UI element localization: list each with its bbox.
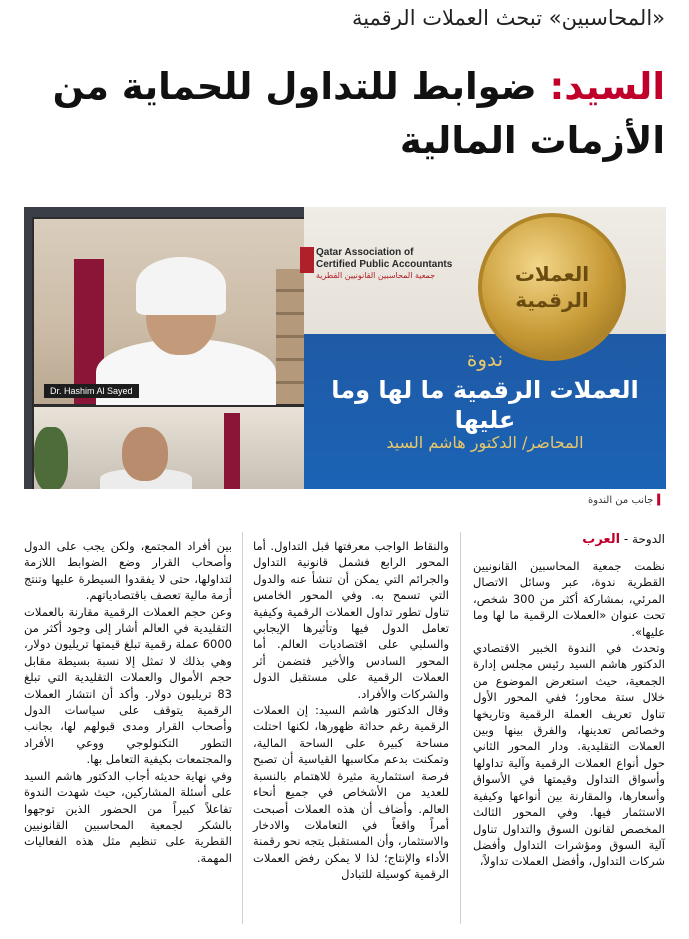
- participant-head: [122, 427, 168, 481]
- headline-accent: السيد:: [549, 65, 665, 108]
- seminar-poster: [304, 207, 666, 489]
- flag-drape-small: [224, 413, 240, 489]
- speaker-name-tag: Dr. Hashim Al Sayed: [44, 384, 139, 398]
- article-column-3: بين أفراد المجتمع، ولكن يجب على الدول وأصحاب القرار وضع الضوابط اللازمة لتداولها، حتى لا يفقدوا السيطرة عليها وتنتج أزمة مالية تعصف باقتصادياتهم. وعن حجم العملات الرقمية مقارنة بالعملات التقليدية في العالم أشار إلى وجود أكثر من 6000 عملة رقمية تبلغ قيمتها تريليون دولار، وهي بذلك لا تمثل إلا نسبة بسيطة مقابل حجم الأموال والعملات التقليدية التي تبلغ 83 تريليون دولار. وأكد أن انتشار العملات الرقمية يتوقف على سياسات الدول وأصحاب القرار ومدى قبولهم لها، بجانب التطور التكنولوجي ووعي الأفراد والمجتمعات بكيفية التعامل بها. وفي نهاية حديثه أجاب الدكتور هاشم السيد على أسئلة المشاركين، حيث شهدت الندوة تفاعلاً كبيراً من الحضور الذين توجهوا بالشكر لجمعية المحاسبين القانونيين القطرية على تنظيم مثل هذه الفعاليات المهمة.: [24, 539, 232, 865]
- article-kicker: «المحاسبين» تبحث العملات الرقمية: [351, 6, 665, 30]
- coin-emblem: [478, 213, 626, 361]
- dateline-brand: العرب: [582, 532, 621, 547]
- column-divider: [460, 532, 461, 924]
- association-name-en-1: Qatar Association of: [316, 247, 414, 258]
- article-column-1: نظمت جمعية المحاسبين القانونيين القطرية ندوة، عبر وسائل الاتصال المرئي، بمشاركة أكثر من 300 شخص، تحت عنوان «العملات الرقمية ما لها وما عليها». وتحدث في الندوة الخبير الاقتصادي الدكتور هاشم السيد رئيس مجلس إدارة الجمعية، حيث استعرض الموضوع من خلال ستة محاور؛ ففي المحور الأول تناول تعريف العملة الرقمية وتاريخها وخصائص تعدينها، والفرق بينها وبين العملات التقليدية. ودار المحور الثاني حول أنواع العملات الرقمية وآلية تداولها وأسواق التداول وقيمتها في الأسواق وأسعارها، والمقارنة بين أنواعها وكيفية الاستثمار فيها. وفي المحور الثالث المخصص لقانون السوق والتداول تناول آلية السوق ومؤشرات التداول وأفضل شركات التداول، وأفضل العملات تداولاً،: [473, 559, 665, 869]
- association-logo: [316, 247, 486, 280]
- photo-caption: [588, 495, 665, 506]
- poster-label: ندوة: [466, 347, 504, 371]
- dateline: [582, 532, 665, 547]
- poster-title: العملات الرقمية ما لها وما عليها: [331, 376, 639, 434]
- dateline-city: الدوحة -: [620, 532, 665, 546]
- association-name-en-2: Certified Public Accountants: [316, 259, 453, 270]
- bookshelf: [276, 269, 304, 404]
- article-column-2: والنقاط الواجب معرفتها قبل التداول. أما المحور الرابع فشمل قانونية التداول والجرائم التي يمكن أن تنشأ عنه والدول التي تسمح به. وفي المحور الخامس تناول تطور تداول العملات الرقمية وكيفية تعامل الدول فيها وتأثيرها الإيجابي والسلبي على اقتصاديات العالم. أما المحور السادس والأخير فتضمن أثر العملات الرقمية على مستقبل الدول والشركات والأفراد. وقال الدكتور هاشم السيد: إن العملات الرقمية رغم حداثة ظهورها، لكنها احتلت مساحة كبيرة على الساحة المالية، وتمكنت بدعم مكاسبها القياسية أن تصبح فرصة استثمارية مثيرة للاهتمام بالنسبة للعديد من الأشخاص في جميع أنحاء العالم. وأضاف أن هذه العملات أصبحت أمراً واقعاً في التعاملات والادخار والاستثمار، وأن المستقبل يتجه نحو رقمنة الأداء والإنتاج؛ لذا لا يمكن رفض العملات الرقمية كوسيلة للتبادل: [252, 539, 449, 882]
- coin-text: العملات الرقمية: [514, 262, 590, 312]
- video-feed-participant: [32, 405, 306, 489]
- speaker-ghutra: [136, 257, 226, 315]
- association-logo-mark: [300, 247, 314, 273]
- video-feed-speaker: [32, 217, 306, 406]
- column-divider: [242, 532, 243, 924]
- caption-marker: ▍: [657, 495, 665, 506]
- association-name-ar: جمعية المحاسبين القانونيين القطرية: [316, 271, 436, 280]
- article-photo: [24, 207, 666, 489]
- poster-lecturer: المحاضر/ الدكتور هاشم السيد: [386, 433, 584, 452]
- article-headline: [25, 60, 665, 168]
- headline-text: ضوابط للتداول للحماية من الأزمات المالية: [52, 65, 665, 162]
- photo-caption-text: جانب من الندوة: [587, 495, 654, 506]
- plant: [34, 427, 68, 489]
